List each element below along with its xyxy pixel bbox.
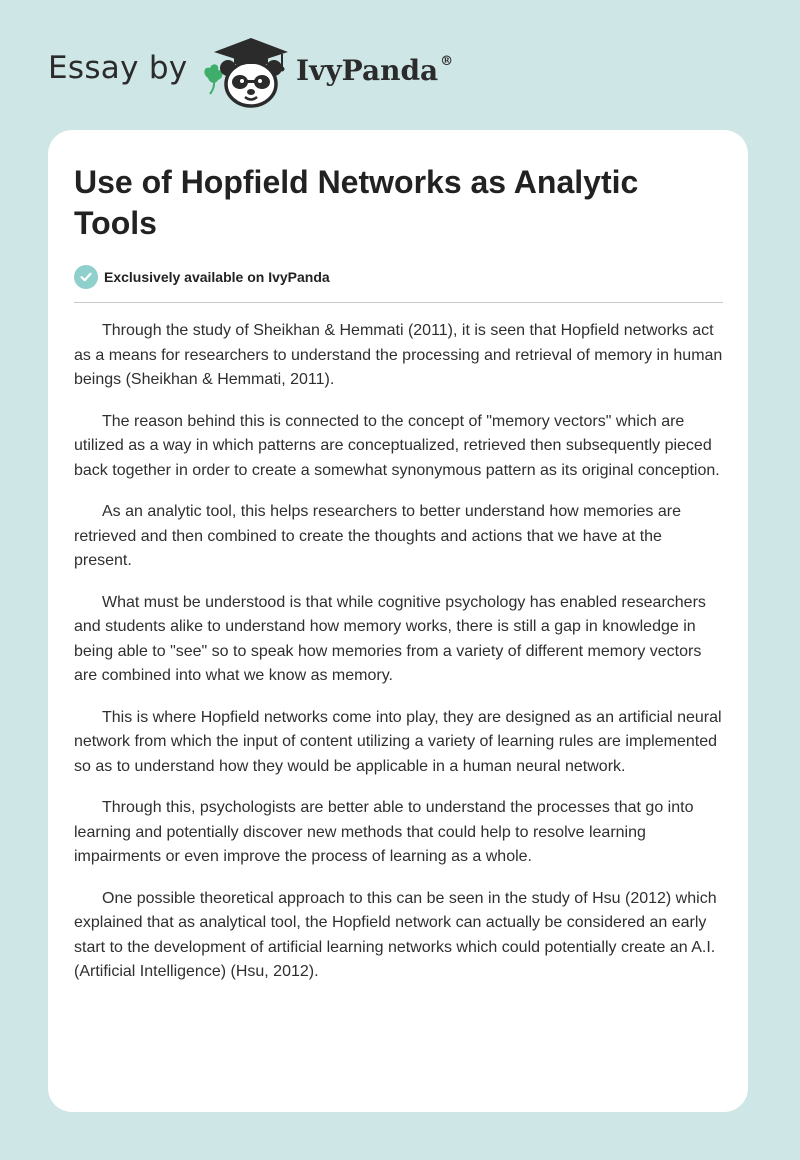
paragraph-2: The reason behind this is connected to the concept of "memory vectors" which are utilized as a way in which patterns are conceptualized, retrieved then subsequently pieced back together in order to create a somewhat synonymous pattern as its original conception. [74, 412, 720, 479]
paragraph-7: One possible theoretical approach to this can be seen in the study of Hsu (2012) which explained that as analytical tool, the Hopfield network can actually be considered an early start to the development of artificial learning networks which could potentially create an A.I. (Artificial Intelligence) (Hsu, 2012). [74, 889, 717, 980]
paragraph-4: What must be understood is that while cognitive psychology has enabled researchers and students alike to understand how memory works, there is still a gap in knowledge in being able to "see" so to speak how memories from a variety of different memory vectors are combined into what we know as memory. [74, 593, 706, 684]
paragraph-1: Through the study of Sheikhan & Hemmati (2011), it is seen that Hopfield networks act as a means for researchers to understand the processing and retrieval of memory in human beings (Sheikhan & Hemmati, 2011). [74, 322, 723, 388]
exclusive-badge-label: Exclusively available on IvyPanda [104, 269, 330, 285]
essay-card [48, 130, 748, 1112]
divider [74, 302, 723, 303]
page-title: Use of Hopfield Networks as Analytic Tools [74, 164, 639, 241]
paragraph-3: As an analytic tool, this helps researchers to better understand how memories are retrieved and then combined to create the thoughts and actions that we have at the present. [74, 503, 681, 569]
brand-name: IvyPanda [296, 54, 439, 87]
brand-logo-text [296, 54, 453, 87]
check-icon [74, 265, 98, 289]
paragraph-6: Through this, psychologists are better able to understand the processes that go into learning and potentially discover new methods that could help to resolve learning impairments or even improve the process of learning as a whole. [74, 799, 694, 865]
registered-mark: ® [440, 54, 454, 69]
site-header [48, 34, 548, 110]
paragraph-5: This is where Hopfield networks come into play, they are designed as an artificial neural network from which the input of content utilizing a variety of learning rules are implemented so as to understand how they would be applicable in a human neural network. [74, 708, 722, 775]
essay-by-label: Essay by [48, 50, 188, 86]
essay-body [74, 319, 724, 1002]
exclusive-badge [74, 264, 330, 290]
panda-graduate-icon [200, 34, 296, 110]
